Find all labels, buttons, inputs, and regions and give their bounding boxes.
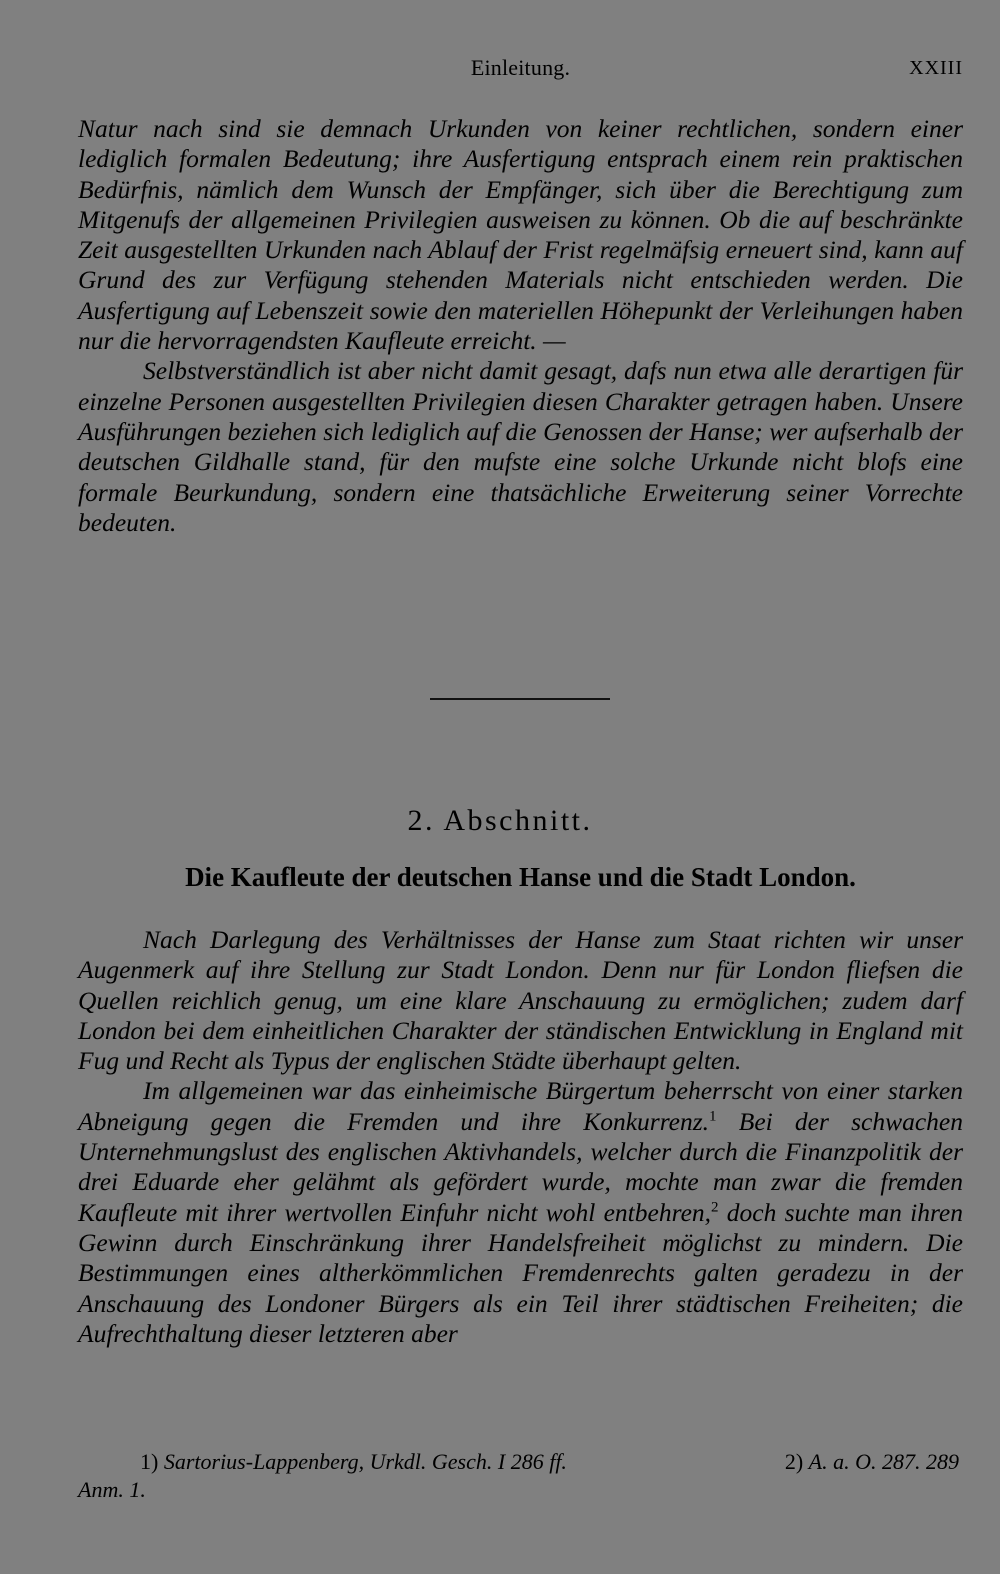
section-number: 2. Abschnitt. [407,804,593,837]
body-paragraph-2-part-c: doch suchte man ihren Gewinn durch Einschränkung ihrer Handelsfreiheit möglichst zu mindern. Die Bestimmungen eines altherkömmlichen Fremdenrechts galten geradezu in der Anschauung des Londoner Bürgers als ein Teil ihrer städtischen Freiheiten; die Aufrechthaltung dieser letzteren aber [78,1197,963,1348]
footnote-row [78,1448,963,1502]
footnote-2-text: A. a. O. 287. 289 [808,1449,959,1474]
footnote-2-continuation: Anm. 1. [78,1477,146,1502]
page-number: XXIII [909,57,963,79]
top-paragraph-2: Selbstverständlich ist aber nicht damit gesagt, dafs nun etwa alle derartigen für einzelne Personen ausgestellten Privilegien diesen Charakter getragen haben. Unsere Ausführungen beziehen sich lediglich auf die Genossen der Hanse; wer aufserhalb der deutschen Gildhalle stand, für den mufste eine solche Urkunde nicht blofs eine formale Beurkundung, sondern eine thatsächliche Erweiterung seiner Vorrechte bedeuten. [78,356,963,537]
footnotes [78,1448,963,1502]
top-text-block [78,114,963,538]
section-divider [430,698,610,700]
footnote-1-text: Sartorius-Lappenberg, Urkdl. Gesch. I 286 ff. [163,1449,567,1474]
body-paragraph-1: Nach Darlegung des Verhältnisses der Hanse zum Staat richten wir unser Augenmerk auf ihre Stellung zur Stadt London. Denn nur für London fliefsen die Quellen reichlich genug, um eine klare Anschauung zu ermöglichen; zudem darf London bei dem einheitlichen Charakter der ständischen Entwicklung in England mit Fug und Recht als Typus der englischen Städte überhaupt gelten. [78,925,963,1076]
footnote-1-marker: 1) [140,1449,159,1474]
body-paragraph-2-part-b: Bei der schwachen Unternehmungslust des englischen Aktivhandels, welcher durch die Finanzpolitik der drei Eduarde eher gelähmt als gefördert wurde, mochte man zwar die fremden Kaufleute mit ihrer wertvollen Einfuhr nicht wohl entbehren, [78,1106,963,1227]
running-head [78,55,963,85]
body-paragraph-2-part-a: Im allgemeinen war das einheimische Bürgertum beherrscht von einer starken Abneigung gegen die Fremden und ihre Konkurrenz. [78,1076,963,1136]
section-title: Die Kaufleute der deutschen Hanse und die Stadt London. [185,862,856,892]
footnote-2-marker: 2) [784,1449,804,1474]
footnote-ref-1: 1 [709,1108,717,1125]
running-title: Einleitung. [470,55,571,80]
footnote-1 [140,1448,567,1476]
footnote-2 [785,1448,959,1476]
top-paragraph-1: Natur nach sind sie demnach Urkunden von keiner rechtlichen, sondern einer lediglich formalen Bedeutung; ihre Ausfertigung entsprach einem rein praktischen Bedürfnis, nämlich dem Wunsch der Empfänger, sich über die Berechtigung zum Mitgenufs der allgemeinen Privilegien ausweisen zu können. Ob die auf beschränkte Zeit ausgestellten Urkunden nach Ablauf der Frist regelmäfsig erneuert sind, kann auf Grund des zur Verfügung stehenden Materials nicht entschieden werden. Die Ausfertigung auf Lebenszeit sowie den materiellen Höhepunkt der Verleihungen haben nur die hervorragendsten Kaufleute erreicht. — [78,114,963,356]
body-text-block [78,925,963,1349]
body-paragraph-2 [78,1076,963,1349]
footnote-ref-2: 2 [711,1199,719,1216]
